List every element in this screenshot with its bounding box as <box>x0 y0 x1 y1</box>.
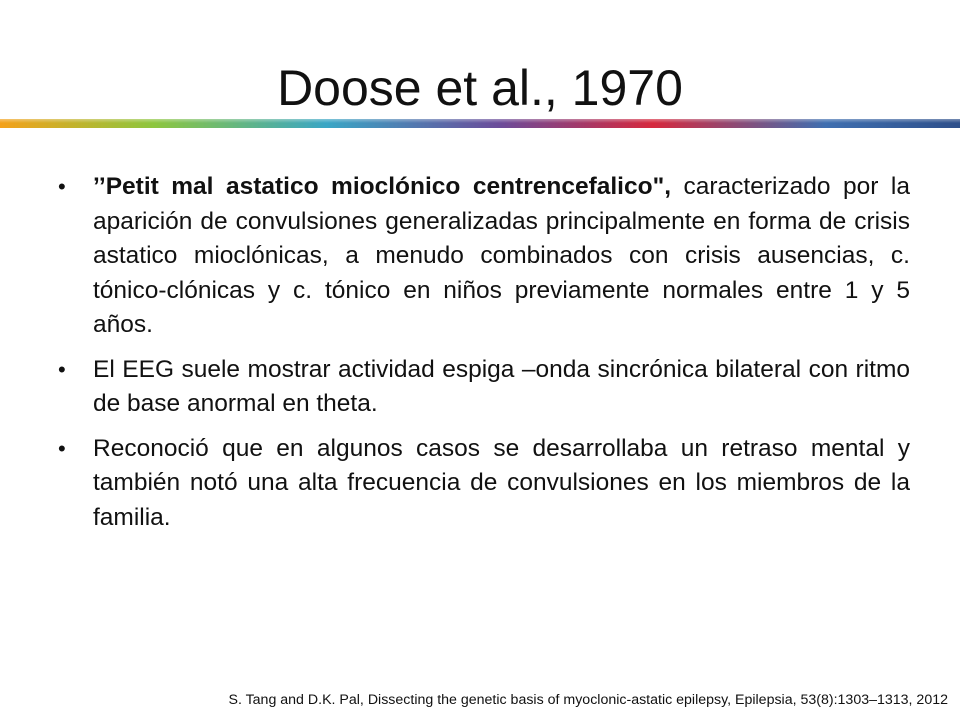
bullet-marker: • <box>58 435 66 461</box>
bullet-item <box>54 432 910 536</box>
bullet-text: El EEG suele mostrar actividad espiga –onda sincrónica bilateral con ritmo de base anormal en theta. <box>93 355 910 417</box>
citation-footer: S. Tang and D.K. Pal, Dissecting the genetic basis of myoclonic-astatic epilepsy, Epilepsia, 53(8):1303–1313, 2012 <box>228 692 948 708</box>
bullet-item <box>54 353 910 422</box>
bullet-text: caracterizado por la aparición de convulsiones generalizadas principalmente en forma de crisis astatico mioclónicas, a menudo combinados con crisis ausencias, c. tónico-clónicas y c. tónico en niños previamente normales entre 1 y 5 años. <box>93 173 910 338</box>
title-gradient-rule <box>0 119 960 128</box>
slide-title: Doose et al., 1970 <box>277 60 683 116</box>
bullet-list <box>54 170 910 545</box>
bullet-item <box>54 170 910 343</box>
bullet-marker: • <box>58 174 66 199</box>
bullet-bold-lead: ’’Petit mal astatico mioclónico centrencefalico", <box>93 173 671 200</box>
bullet-text: Reconoció que en algunos casos se desarrollaba un retraso mental y también notó una alta frecuencia de convulsiones en los miembros de la familia. <box>93 434 910 531</box>
bullet-marker: • <box>58 356 66 382</box>
